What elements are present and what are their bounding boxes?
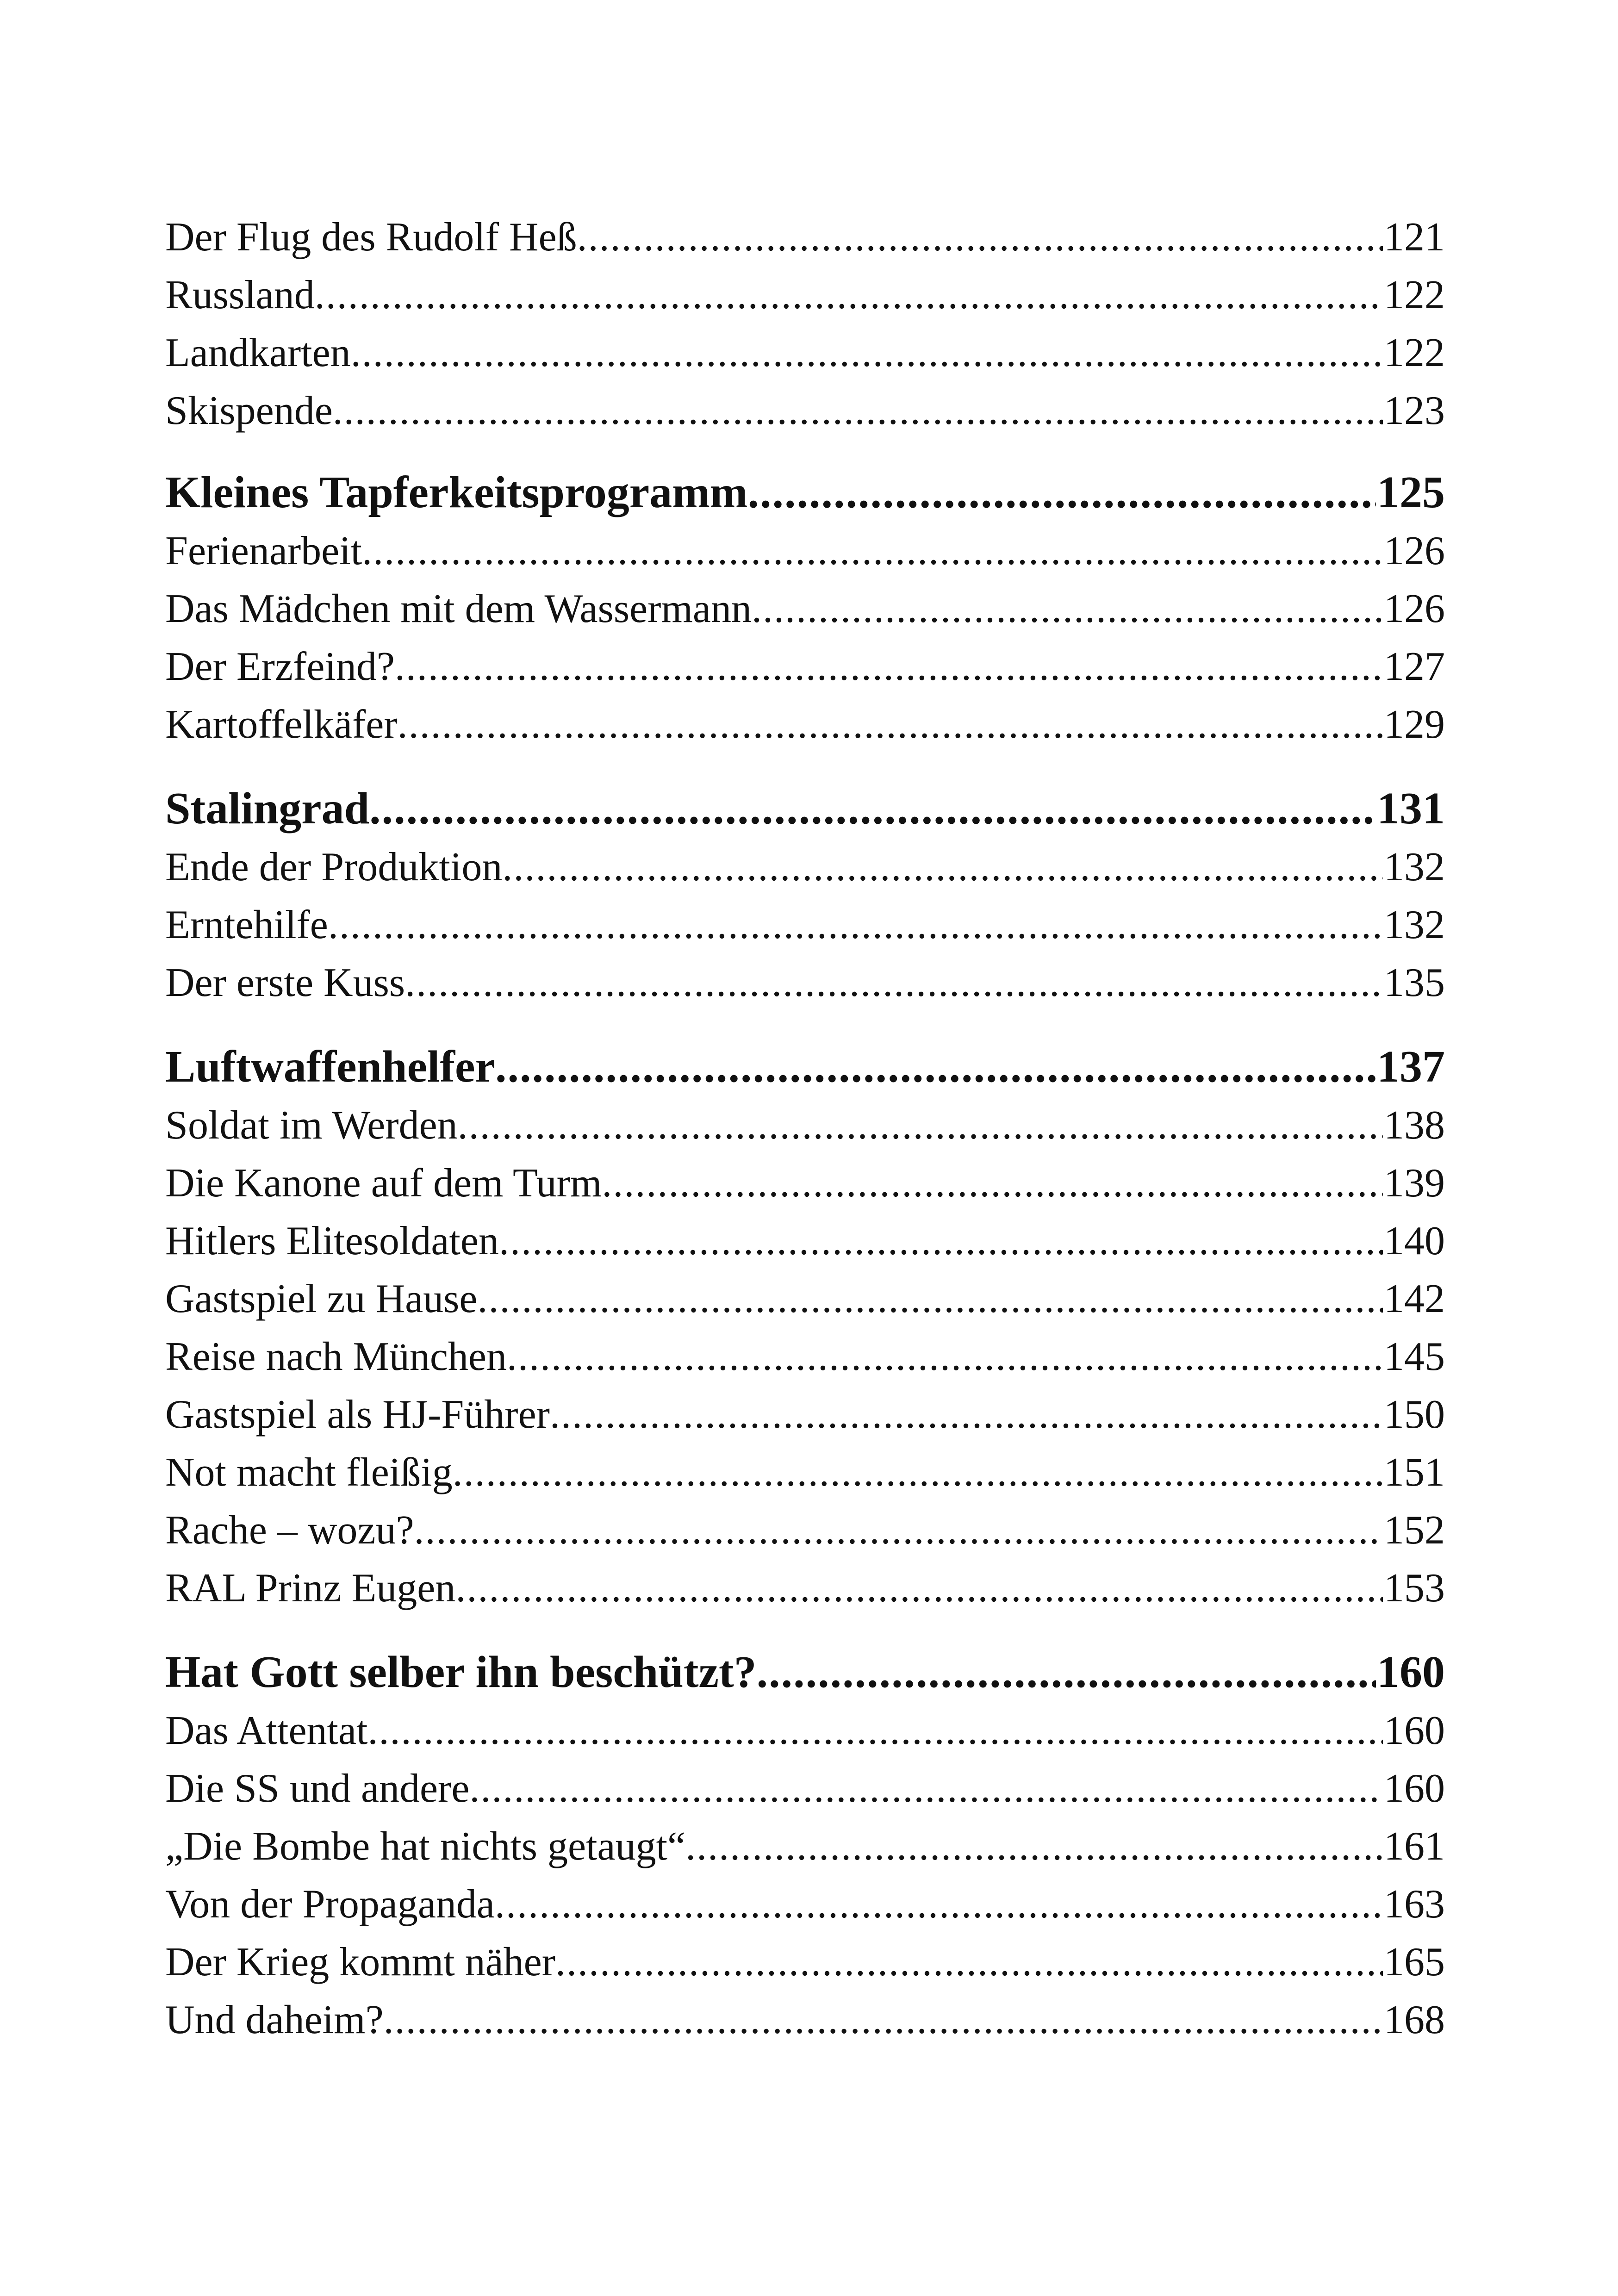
toc-page-number: 160 bbox=[1384, 1766, 1445, 1811]
toc-entry-title: Der erste Kuss bbox=[165, 960, 405, 1005]
toc-page-number: 126 bbox=[1384, 529, 1445, 573]
toc-entry-title: Skispende bbox=[165, 388, 333, 433]
dot-leader bbox=[405, 954, 1383, 1012]
toc-entry[interactable] bbox=[165, 1817, 1445, 1875]
toc-entry[interactable] bbox=[165, 1154, 1445, 1212]
toc-page-number: 151 bbox=[1384, 1450, 1445, 1495]
toc-entry[interactable] bbox=[165, 1760, 1445, 1817]
toc-entry[interactable] bbox=[165, 266, 1445, 324]
toc-page-number: 132 bbox=[1384, 902, 1445, 947]
toc-entry-title: Hitlers Elitesoldaten bbox=[165, 1219, 499, 1263]
toc-entry-title: Ende der Produktion bbox=[165, 845, 503, 890]
toc-entry-title: „Die Bombe hat nichts getaugt“ bbox=[165, 1824, 686, 1869]
toc-page-number: 127 bbox=[1384, 644, 1445, 689]
dot-leader bbox=[602, 1154, 1383, 1212]
toc-page-number: 137 bbox=[1377, 1042, 1445, 1092]
toc-page-number: 168 bbox=[1384, 1997, 1445, 2042]
toc-page-number: 135 bbox=[1384, 960, 1445, 1005]
toc-page-number: 152 bbox=[1384, 1508, 1445, 1553]
toc-entry[interactable] bbox=[165, 1096, 1445, 1154]
dot-leader bbox=[555, 1933, 1383, 1991]
toc-entry[interactable] bbox=[165, 324, 1445, 382]
toc-entry-title: Der Flug des Rudolf Heß bbox=[165, 215, 577, 260]
dot-leader bbox=[333, 382, 1383, 440]
toc-page-number: 150 bbox=[1384, 1392, 1445, 1437]
dot-leader bbox=[685, 1817, 1383, 1875]
toc-chapter-entry[interactable] bbox=[165, 779, 1445, 838]
dot-leader bbox=[477, 1270, 1383, 1328]
toc-entry-title: Landkarten bbox=[165, 330, 351, 375]
table-of-contents bbox=[165, 208, 1445, 2049]
dot-leader bbox=[351, 324, 1383, 382]
toc-entry-title: Der Erzfeind? bbox=[165, 644, 395, 689]
toc-entry[interactable] bbox=[165, 1702, 1445, 1760]
toc-page-number: 161 bbox=[1384, 1824, 1445, 1869]
toc-entry-title: Der Krieg kommt näher bbox=[165, 1940, 556, 1985]
toc-chapter-entry[interactable] bbox=[165, 1643, 1445, 1702]
dot-leader bbox=[577, 208, 1383, 266]
toc-page-number: 126 bbox=[1384, 586, 1445, 631]
toc-entry-title: Und daheim? bbox=[165, 1997, 384, 2042]
toc-entry[interactable] bbox=[165, 522, 1445, 580]
toc-page-number: 153 bbox=[1384, 1566, 1445, 1611]
toc-entry[interactable] bbox=[165, 382, 1445, 440]
dot-leader bbox=[502, 838, 1383, 896]
dot-leader bbox=[499, 1212, 1383, 1270]
toc-entry[interactable] bbox=[165, 1991, 1445, 2049]
toc-page-number: 131 bbox=[1377, 784, 1445, 834]
toc-entry-title: Soldat im Werden bbox=[165, 1103, 458, 1148]
dot-leader bbox=[469, 1760, 1383, 1817]
dot-leader bbox=[495, 1037, 1376, 1096]
dot-leader bbox=[398, 696, 1383, 753]
toc-entry-title: Die SS und andere bbox=[165, 1766, 470, 1811]
toc-entry[interactable] bbox=[165, 1444, 1445, 1501]
toc-entry-title: Erntehilfe bbox=[165, 902, 328, 947]
toc-page-number: 142 bbox=[1384, 1276, 1445, 1321]
toc-chapter-entry[interactable] bbox=[165, 1037, 1445, 1096]
toc-page-number: 163 bbox=[1384, 1882, 1445, 1927]
dot-leader bbox=[414, 1501, 1383, 1559]
toc-page-number: 160 bbox=[1384, 1708, 1445, 1753]
toc-page-number: 140 bbox=[1384, 1219, 1445, 1263]
dot-leader bbox=[315, 266, 1383, 324]
dot-leader bbox=[328, 896, 1383, 954]
dot-leader bbox=[495, 1875, 1383, 1933]
toc-page-number: 132 bbox=[1384, 845, 1445, 890]
dot-leader bbox=[384, 1991, 1383, 2049]
toc-entry[interactable] bbox=[165, 1212, 1445, 1270]
dot-leader bbox=[455, 1559, 1383, 1617]
dot-leader bbox=[458, 1096, 1383, 1154]
toc-entry[interactable] bbox=[165, 1875, 1445, 1933]
toc-entry-title: Rache – wozu? bbox=[165, 1508, 414, 1553]
toc-entry[interactable] bbox=[165, 1270, 1445, 1328]
dot-leader bbox=[550, 1386, 1383, 1444]
dot-leader bbox=[752, 580, 1383, 638]
toc-page-number: 125 bbox=[1377, 467, 1445, 517]
toc-page-number: 138 bbox=[1384, 1103, 1445, 1148]
toc-entry[interactable] bbox=[165, 1386, 1445, 1444]
dot-leader bbox=[362, 522, 1383, 580]
toc-chapter-title: Kleines Tapferkeitsprogramm bbox=[165, 467, 748, 517]
toc-page-number: 145 bbox=[1384, 1334, 1445, 1379]
toc-page-number: 139 bbox=[1384, 1161, 1445, 1206]
dot-leader bbox=[369, 779, 1376, 838]
toc-entry-title: Die Kanone auf dem Turm bbox=[165, 1161, 602, 1206]
toc-entry-title: Kartoffelkäfer bbox=[165, 702, 398, 747]
toc-entry-title: Gastspiel als HJ-Führer bbox=[165, 1392, 550, 1437]
toc-chapter-title: Stalingrad bbox=[165, 784, 370, 834]
toc-entry-title: RAL Prinz Eugen bbox=[165, 1566, 456, 1611]
toc-entry-title: Gastspiel zu Hause bbox=[165, 1276, 478, 1321]
dot-leader bbox=[757, 1643, 1376, 1702]
toc-entry[interactable] bbox=[165, 1933, 1445, 1991]
dot-leader bbox=[748, 463, 1376, 522]
toc-entry[interactable] bbox=[165, 1501, 1445, 1559]
toc-entry[interactable] bbox=[165, 208, 1445, 266]
toc-page-number: 165 bbox=[1384, 1940, 1445, 1985]
toc-entry-title: Das Attentat bbox=[165, 1708, 368, 1753]
toc-page-number: 123 bbox=[1384, 388, 1445, 433]
toc-chapter-title: Hat Gott selber ihn beschützt? bbox=[165, 1647, 757, 1697]
toc-entry[interactable] bbox=[165, 896, 1445, 954]
toc-entry[interactable] bbox=[165, 696, 1445, 753]
toc-page-number: 160 bbox=[1377, 1647, 1445, 1697]
toc-page-number: 129 bbox=[1384, 702, 1445, 747]
dot-leader bbox=[395, 638, 1383, 696]
toc-entry[interactable] bbox=[165, 1328, 1445, 1386]
toc-entry-title: Russland bbox=[165, 273, 315, 317]
toc-entry[interactable] bbox=[165, 954, 1445, 1012]
toc-entry-title: Ferienarbeit bbox=[165, 529, 362, 573]
toc-entry-title: Von der Propaganda bbox=[165, 1882, 495, 1927]
toc-entry[interactable] bbox=[165, 1559, 1445, 1617]
toc-entry[interactable] bbox=[165, 838, 1445, 896]
toc-chapter-title: Luftwaffenhelfer bbox=[165, 1042, 496, 1092]
toc-entry-title: Not macht fleißig bbox=[165, 1450, 453, 1495]
toc-entry-title: Das Mädchen mit dem Wassermann bbox=[165, 586, 752, 631]
toc-entry-title: Reise nach München bbox=[165, 1334, 507, 1379]
dot-leader bbox=[453, 1444, 1383, 1501]
toc-entry[interactable] bbox=[165, 580, 1445, 638]
dot-leader bbox=[367, 1702, 1383, 1760]
toc-chapter-entry[interactable] bbox=[165, 463, 1445, 522]
toc-page-number: 121 bbox=[1384, 215, 1445, 260]
toc-page-number: 122 bbox=[1384, 330, 1445, 375]
toc-entry[interactable] bbox=[165, 638, 1445, 696]
toc-page-number: 122 bbox=[1384, 273, 1445, 317]
dot-leader bbox=[507, 1328, 1383, 1386]
